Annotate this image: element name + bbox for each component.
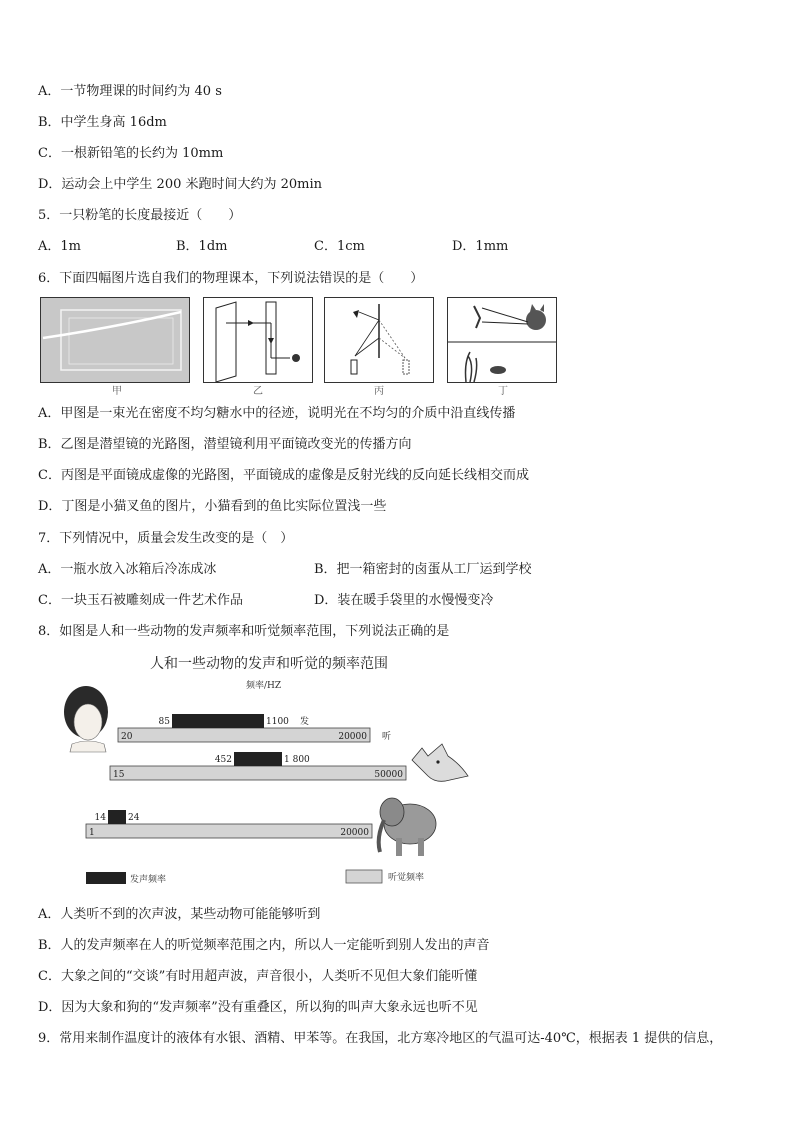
- q9-stem: 9．常用来制作温度计的液体有水银、酒精、甲苯等。在我国，北方寒冷地区的气温可达-40℃，根据表 1 提供的信息，: [38, 1031, 723, 1046]
- q8-option-b: B．人的发声频率在人的听觉频率范围之内，所以人一定能听到别人发出的声音: [38, 938, 490, 953]
- q7-option-b: B．把一箱密封的卤蛋从工厂运到学校: [314, 562, 532, 577]
- human-emit-min-label: 85: [158, 717, 170, 727]
- legend-hear-label: 听觉频率: [388, 873, 425, 883]
- figure-ding-label: 丁: [498, 386, 508, 397]
- figure-yi-drawing: [204, 298, 312, 382]
- q8-option-a: A．人类听不到的次声波，某些动物可能能够听到: [38, 907, 321, 922]
- figure-bing: [324, 297, 434, 383]
- elephant-hearing-max-label: 20000: [340, 828, 369, 838]
- frequency-range-chart: [50, 652, 470, 892]
- q8-stem: 8．如图是人和一些动物的发声频率和听觉频率范围，下列说法正确的是: [38, 624, 450, 639]
- q8-option-c: C．大象之间的“交谈”有时用超声波，声音很小，人类听不见但大象们能听懂: [38, 969, 478, 984]
- figure-yi: [203, 297, 313, 383]
- human-hear-tag: 听: [382, 732, 392, 742]
- q6-option-c: C．丙图是平面镜成虚像的光路图，平面镜成的虚像是反射光线的反向延长线相交而成: [38, 468, 529, 483]
- figure-jia: [40, 297, 190, 383]
- q7-option-c: C．一块玉石被雕刻成一件艺术作品: [38, 593, 243, 608]
- figure-yi-label: 乙: [253, 386, 263, 397]
- dog-emit-min-label: 452: [214, 755, 232, 765]
- chart-unit-label: 频率/HZ: [246, 681, 282, 691]
- figure-bing-label: 丙: [374, 386, 384, 397]
- q6-option-a: A．甲图是一束光在密度不均匀糖水中的径迹，说明光在不均匀的介质中沿直线传播: [38, 406, 516, 421]
- q4-option-a: A．一节物理课的时间约为 40 s: [38, 84, 222, 99]
- chart-bars: [86, 714, 406, 838]
- q4-option-b: B．中学生身高 16dm: [38, 115, 167, 130]
- human-hearing-max-label: 20000: [338, 732, 367, 742]
- human-emit-bar: [172, 714, 264, 728]
- q8-option-d: D．因为大象和狗的“发声频率”没有重叠区，所以狗的叫声大象永远也听不见: [38, 1000, 478, 1015]
- q7-option-a: A．一瓶水放入冰箱后冷冻成冰: [38, 562, 217, 577]
- elephant-emit-min-label: 14: [94, 813, 106, 823]
- elephant-emit-max-label: 24: [128, 813, 140, 823]
- q5-option-a: A．1m: [38, 239, 81, 254]
- q6-option-b: B．乙图是潜望镜的光路图，潜望镜利用平面镜改变光的传播方向: [38, 437, 412, 452]
- q5-option-c: C．1cm: [314, 239, 365, 254]
- figure-jia-drawing: [41, 298, 189, 382]
- elephant-emit-bar: [108, 810, 126, 824]
- legend-hear-swatch: [346, 870, 382, 883]
- figure-ding: [447, 297, 557, 383]
- human-emit-tag: 发: [300, 717, 310, 727]
- q4-option-c: C．一根新铅笔的长约为 10mm: [38, 146, 224, 161]
- human-emit-max-label: 1100: [266, 717, 289, 727]
- q5-option-d: D．1mm: [452, 239, 509, 254]
- legend-emit-label: 发声频率: [130, 875, 167, 885]
- frequency-chart-svg: [50, 652, 470, 892]
- q5-option-b: B．1dm: [176, 239, 228, 254]
- dog-hearing-max-label: 50000: [374, 770, 403, 780]
- human-hearing-bar: [118, 728, 370, 742]
- q4-option-d: D．运动会上中学生 200 米跑时间大约为 20min: [38, 177, 323, 192]
- figure-ding-drawing: [448, 298, 556, 382]
- q6-option-d: D．丁图是小猫叉鱼的图片，小猫看到的鱼比实际位置浅一些: [38, 499, 387, 514]
- dog-emit-bar: [234, 752, 282, 766]
- elephant-hearing-bar: [86, 824, 372, 838]
- q5-stem: 5．一只粉笔的长度最接近（ ）: [38, 208, 242, 223]
- human-figure: [64, 686, 108, 752]
- figure-jia-label: 甲: [112, 386, 122, 397]
- dog-emit-max-label: 1 800: [284, 755, 310, 765]
- dog-hearing-min-label: 15: [113, 770, 125, 780]
- q6-stem: 6．下面四幅图片选自我们的物理课本，下列说法错误的是（ ）: [38, 271, 424, 286]
- human-hearing-min-label: 20: [121, 732, 133, 742]
- dog-hearing-bar: [110, 766, 406, 780]
- dog-figure: [412, 744, 468, 781]
- legend-emit-swatch: [86, 872, 126, 884]
- elephant-hearing-min-label: 1: [89, 828, 95, 838]
- elephant-figure: [379, 798, 436, 856]
- q7-option-d: D．装在暖手袋里的水慢慢变冷: [314, 593, 494, 608]
- chart-title: 人和一些动物的发声和听觉的频率范围: [150, 656, 388, 672]
- figure-bing-drawing: [325, 298, 433, 382]
- q7-stem: 7．下列情况中，质量会发生改变的是（ ）: [38, 531, 294, 546]
